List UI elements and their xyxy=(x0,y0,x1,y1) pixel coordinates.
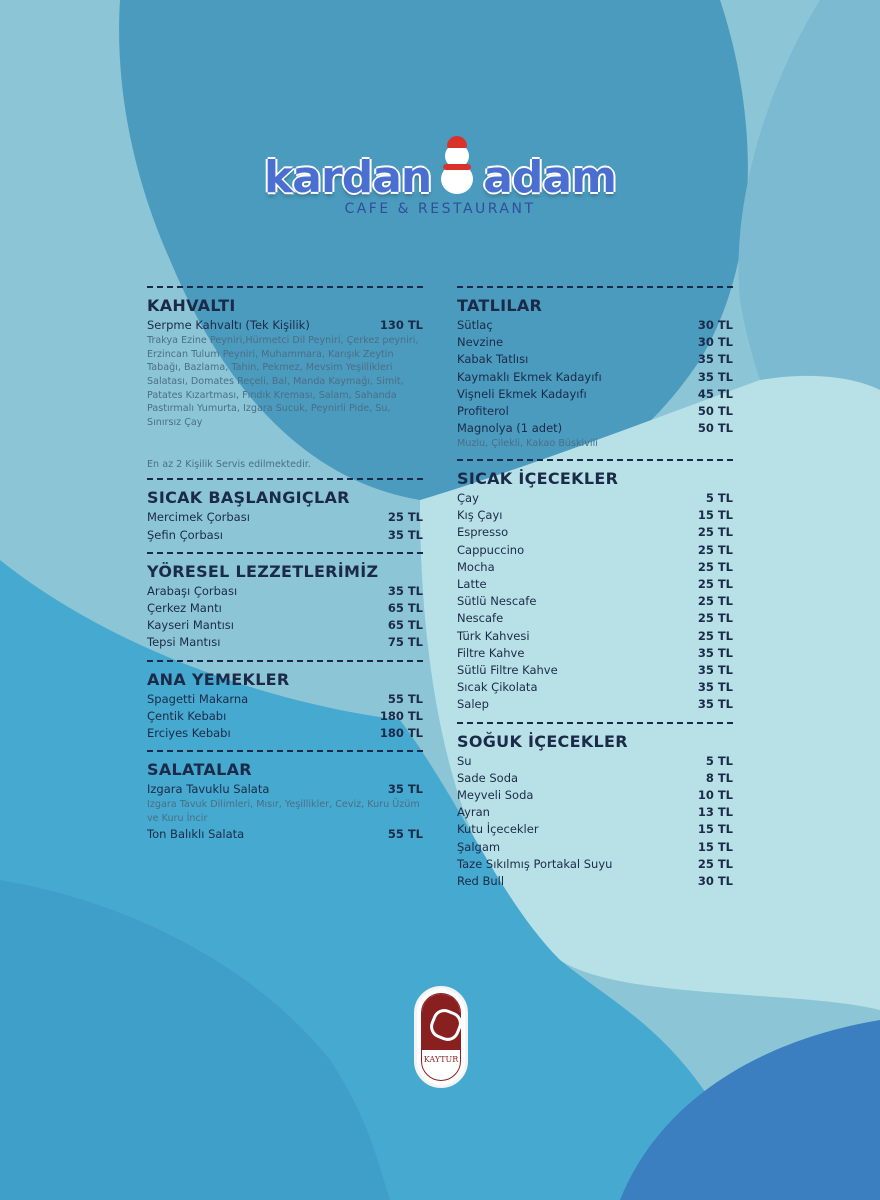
menu-item xyxy=(457,856,733,873)
menu-item xyxy=(457,753,733,770)
menu-item xyxy=(457,576,733,593)
dashed-divider xyxy=(147,552,423,554)
item-description: Trakya Ezine Peyniri,Hürmetci Dil Peyniri, Çerkez peyniri, Erzincan Tulum Peyniri, Muhammara, Karışık Zeytin Tabağı, Bazlama, Tahin, Pekmez, Mevsim Yeşillikleri Salatası, Domates Reçeli, Bal, Manda Kaymağı, Simit, Patates Kızartması, Fındık Kreması, Salam, Sahanda Pastırmalı Yumurta, Izgara Sucuk, Peynirli Pide, Su, Sınırsız Çay xyxy=(147,335,419,428)
menu-item xyxy=(147,617,423,634)
item-price: 25 TL xyxy=(697,577,733,592)
item-name: Mocha xyxy=(457,559,495,574)
section-title: SALATALAR xyxy=(147,760,252,780)
item-price: 25 TL xyxy=(697,611,733,626)
menu-item xyxy=(457,334,733,351)
menu-section xyxy=(147,670,423,743)
item-name: Vişneli Ekmek Kadayıfı xyxy=(457,386,587,401)
item-name: Red Bull xyxy=(457,874,505,889)
item-price: 8 TL xyxy=(705,770,733,785)
section-title: TATLILAR xyxy=(457,296,543,315)
menu-section xyxy=(147,296,423,470)
menu-item xyxy=(457,821,733,838)
item-price: 35 TL xyxy=(387,782,423,797)
menu-right-column xyxy=(457,286,733,898)
section-title: YÖRESEL LEZZETLERİMİZ xyxy=(147,561,379,581)
section-note: En az 2 Kişilik Servis edilmektedir. xyxy=(147,459,311,471)
item-name: Profiterol xyxy=(457,404,509,419)
menu-item xyxy=(147,600,423,617)
dashed-divider xyxy=(457,459,733,461)
menu-item xyxy=(457,403,733,420)
item-price: 25 TL xyxy=(697,628,733,643)
item-price: 25 TL xyxy=(697,525,733,540)
menu-item xyxy=(457,645,733,662)
dashed-divider xyxy=(147,660,423,662)
item-name: Magnolya (1 adet) xyxy=(457,421,563,436)
item-price: 5 TL xyxy=(705,491,733,506)
menu-item xyxy=(457,559,733,576)
item-name: Meyveli Soda xyxy=(457,788,534,803)
item-name: Nescafe xyxy=(457,611,504,626)
item-name: Spagetti Makarna xyxy=(147,691,249,706)
item-price: 35 TL xyxy=(697,697,733,712)
menu-item xyxy=(457,507,733,524)
item-price: 10 TL xyxy=(697,788,733,803)
item-price: 25 TL xyxy=(697,559,733,574)
brand-subtitle: CAFE & RESTAURANT xyxy=(344,201,536,217)
item-name: Cappuccino xyxy=(457,542,525,557)
menu-item xyxy=(147,781,423,798)
menu-section xyxy=(147,760,423,843)
snowman-icon xyxy=(435,138,479,198)
item-name: Kutu İçecekler xyxy=(457,822,539,837)
dashed-divider xyxy=(147,750,423,752)
item-price: 180 TL xyxy=(379,708,423,723)
item-name: Sütlaç xyxy=(457,318,493,332)
item-name: Kabak Tatlısı xyxy=(457,352,529,367)
dashed-divider xyxy=(147,286,423,288)
menu-item xyxy=(147,527,423,544)
menu-item xyxy=(457,662,733,679)
item-price: 35 TL xyxy=(387,527,423,542)
item-price: 30 TL xyxy=(697,318,733,332)
item-price: 50 TL xyxy=(697,421,733,436)
item-name: Izgara Tavuklu Salata xyxy=(147,782,270,797)
item-name: Sütlü Filtre Kahve xyxy=(457,663,558,678)
item-name: Çentik Kebabı xyxy=(147,708,227,723)
item-price: 35 TL xyxy=(697,663,733,678)
item-price: 35 TL xyxy=(697,369,733,384)
item-price: 180 TL xyxy=(379,725,423,740)
menu-item xyxy=(147,725,423,742)
item-name: Mercimek Çorbası xyxy=(147,510,250,525)
item-name: Ayran xyxy=(457,805,490,820)
dashed-divider xyxy=(147,478,423,480)
item-name: Sütlü Nescafe xyxy=(457,594,537,609)
item-price: 30 TL xyxy=(697,335,733,350)
item-name: Kış Çayı xyxy=(457,508,503,523)
menu-item xyxy=(147,691,423,708)
menu-item xyxy=(147,634,423,651)
item-name: Şefin Çorbası xyxy=(147,527,223,542)
brand-name-left: kardan xyxy=(264,152,432,203)
item-price: 30 TL xyxy=(697,874,733,889)
item-price: 15 TL xyxy=(697,508,733,523)
item-price: 25 TL xyxy=(697,594,733,609)
menu-item xyxy=(457,420,733,437)
section-title: KAHVALTI xyxy=(147,296,236,315)
item-price: 15 TL xyxy=(697,822,733,837)
item-price: 50 TL xyxy=(697,404,733,419)
item-name: Nevzine xyxy=(457,335,504,350)
menu-item xyxy=(457,524,733,541)
menu-item xyxy=(457,610,733,627)
item-price: 35 TL xyxy=(697,645,733,660)
menu-item xyxy=(457,386,733,403)
item-price: 25 TL xyxy=(387,510,423,525)
item-price: 15 TL xyxy=(697,839,733,854)
item-price: 75 TL xyxy=(387,635,423,650)
item-name: Su xyxy=(457,753,472,768)
kaytur-logo xyxy=(414,986,468,1088)
brand-logo xyxy=(0,138,880,203)
ornament-icon xyxy=(426,1005,465,1044)
menu-item xyxy=(457,490,733,507)
menu-item xyxy=(147,317,423,334)
item-price: 35 TL xyxy=(697,352,733,367)
item-name: Türk Kahvesi xyxy=(457,628,530,643)
item-name: Latte xyxy=(457,577,487,592)
item-price: 65 TL xyxy=(387,600,423,615)
item-price: 55 TL xyxy=(387,826,423,841)
item-name: Taze Sıkılmış Portakal Suyu xyxy=(457,856,613,871)
menu-item xyxy=(457,628,733,645)
item-price: 130 TL xyxy=(379,318,423,332)
item-description: Izgara Tavuk Dilimleri, Mısır, Yeşillikler, Ceviz, Kuru Üzüm ve Kuru İncir xyxy=(147,799,420,824)
menu-item xyxy=(457,787,733,804)
item-name: Filtre Kahve xyxy=(457,645,525,660)
menu-item xyxy=(457,542,733,559)
menu-item xyxy=(457,317,733,334)
menu-item xyxy=(457,770,733,787)
menu-item xyxy=(147,708,423,725)
menu-item xyxy=(147,583,423,600)
item-price: 35 TL xyxy=(697,680,733,695)
menu-item xyxy=(457,593,733,610)
item-name: Sade Soda xyxy=(457,770,519,785)
item-name: Sıcak Çikolata xyxy=(457,680,538,695)
item-price: 55 TL xyxy=(387,691,423,706)
item-name: Salep xyxy=(457,697,489,712)
menu-item xyxy=(147,509,423,526)
item-price: 65 TL xyxy=(387,618,423,633)
menu-left-column xyxy=(147,286,423,851)
menu-section xyxy=(457,469,733,714)
menu-item xyxy=(457,839,733,856)
dashed-divider xyxy=(457,722,733,724)
item-name: Espresso xyxy=(457,525,509,540)
menu-item xyxy=(457,804,733,821)
item-name: Ton Balıklı Salata xyxy=(147,826,245,841)
menu-item xyxy=(457,696,733,713)
menu-section xyxy=(147,488,423,543)
brand-name-right: adam xyxy=(483,152,616,203)
menu-item xyxy=(457,679,733,696)
item-name: Kayseri Mantısı xyxy=(147,618,234,633)
menu-item xyxy=(457,873,733,890)
item-price: 25 TL xyxy=(697,856,733,871)
item-name: Şalgam xyxy=(457,839,501,854)
item-description: Muzlu, Çilekli, Kakao Büskivili xyxy=(457,438,598,450)
kaytur-text: KAYTUR xyxy=(423,1055,459,1064)
section-title: SOĞUK İÇECEKLER xyxy=(457,731,628,751)
item-name: Kaymaklı Ekmek Kadayıfı xyxy=(457,369,602,384)
item-name: Tepsi Mantısı xyxy=(147,635,221,650)
item-name: Serpme Kahvaltı (Tek Kişilik) xyxy=(147,318,310,332)
item-name: Çay xyxy=(457,491,479,506)
item-name: Arabaşı Çorbası xyxy=(147,583,238,598)
item-name: Çerkez Mantı xyxy=(147,600,222,615)
item-price: 25 TL xyxy=(697,542,733,557)
menu-item xyxy=(457,351,733,368)
section-title: SICAK BAŞLANGIÇLAR xyxy=(147,488,350,508)
dashed-divider xyxy=(457,286,733,288)
section-title: ANA YEMEKLER xyxy=(147,669,290,689)
item-price: 5 TL xyxy=(705,753,733,768)
menu-section xyxy=(147,562,423,652)
menu-item xyxy=(457,369,733,386)
item-price: 35 TL xyxy=(387,583,423,598)
menu-section xyxy=(457,296,733,451)
item-name: Erciyes Kebabı xyxy=(147,725,231,740)
item-price: 13 TL xyxy=(697,805,733,820)
menu-item xyxy=(147,826,423,843)
section-title: SICAK İÇECEKLER xyxy=(457,469,619,489)
item-price: 45 TL xyxy=(697,386,733,401)
menu-section xyxy=(457,732,733,891)
